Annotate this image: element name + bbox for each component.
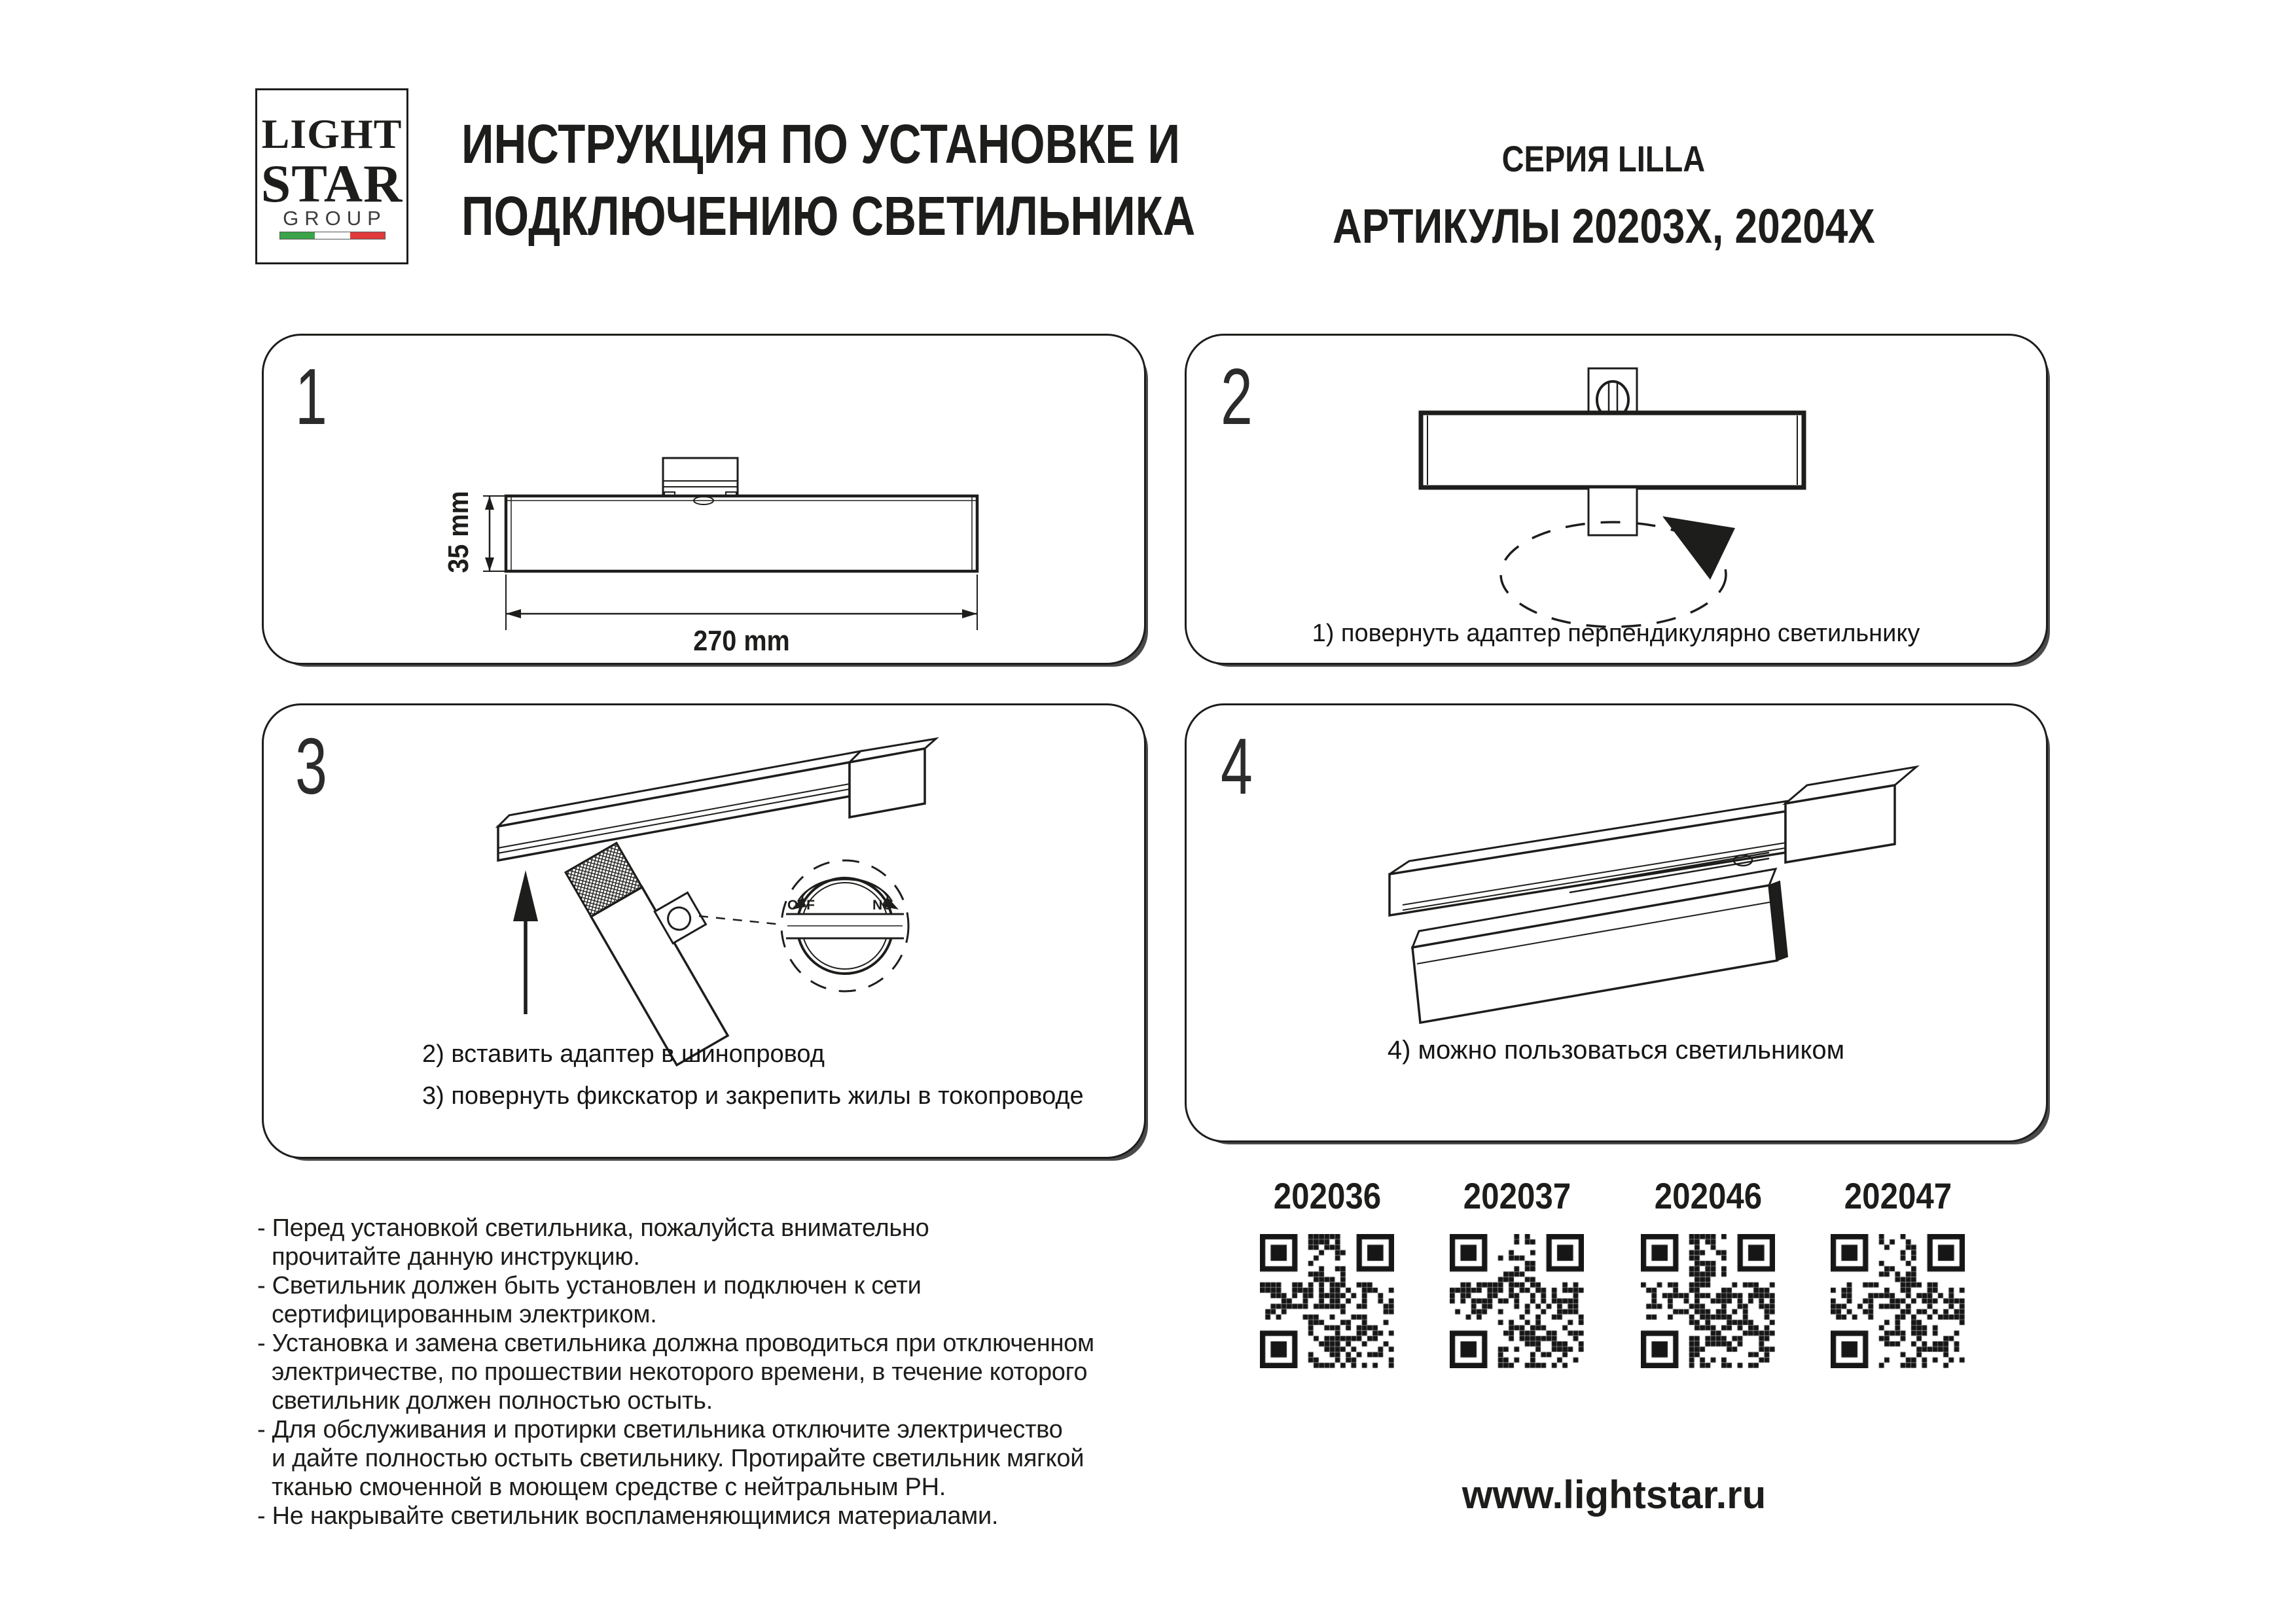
logo-light-text: LIGHT bbox=[261, 111, 403, 157]
qr-label-202047: 202047 bbox=[1844, 1175, 1952, 1216]
italian-flag-stripe bbox=[279, 232, 386, 239]
qr-code bbox=[1641, 1234, 1775, 1368]
note-line: электричестве, по прошествии некоторого времени, в течение которого bbox=[272, 1358, 1088, 1386]
qr-label-202046: 202046 bbox=[1654, 1175, 1763, 1216]
logo-star-text: STAR bbox=[260, 154, 403, 213]
page-title-line2: ПОДКЛЮЧЕНИЮ СВЕТИЛЬНИКА bbox=[461, 185, 1196, 247]
page-title-line1: ИНСТРУКЦИЯ ПО УСТАНОВКЕ И bbox=[461, 113, 1181, 175]
series-label: СЕРИЯ LILLA bbox=[1501, 138, 1706, 179]
lightstar-logo bbox=[255, 88, 408, 264]
logo-group-text: GROUP bbox=[283, 207, 387, 230]
note-line: тканью смоченной в моющем средстве с нейтральным PH. bbox=[272, 1474, 946, 1501]
note-line: - Для обслуживания и протирки светильника отключите электричество bbox=[257, 1416, 1063, 1443]
step-4-panel bbox=[1185, 703, 2048, 1142]
step-2-caption: 1) повернуть адаптер перпендикулярно светильнику bbox=[1312, 620, 1920, 647]
detail-on-label: NO bbox=[872, 898, 893, 913]
note-line: - Не накрывайте светильник воспламеняющимися материалами. bbox=[257, 1502, 999, 1530]
website-url: www.lightstar.ru bbox=[1462, 1473, 1767, 1517]
step-1-number: 1 bbox=[295, 352, 327, 441]
note-line: сертифицированным электриком. bbox=[272, 1301, 657, 1328]
step-3-number: 3 bbox=[295, 722, 327, 811]
step-3-panel bbox=[262, 703, 1146, 1159]
qr-code bbox=[1831, 1234, 1965, 1368]
adapter-rotation-drawing bbox=[1187, 336, 2046, 663]
qr-code bbox=[1260, 1234, 1394, 1368]
articles-label: АРТИКУЛЫ 20203X, 20204X bbox=[1332, 199, 1875, 253]
step-4-number: 4 bbox=[1221, 722, 1253, 811]
note-line: и дайте полностью остыть светильнику. Протирайте светильник мягкой bbox=[272, 1445, 1085, 1472]
step-1-panel bbox=[262, 334, 1146, 665]
qr-label-202036: 202036 bbox=[1273, 1175, 1382, 1216]
qr-code bbox=[1450, 1234, 1584, 1368]
note-line: светильник должен полностью остыть. bbox=[272, 1387, 713, 1415]
step-2-panel bbox=[1185, 334, 2048, 665]
step-3-caption-1: 2) вставить адаптер в шинопровод bbox=[422, 1040, 825, 1068]
mounted-fixture-drawing bbox=[1187, 705, 2046, 1140]
step-4-caption: 4) можно пользоваться светильником bbox=[1387, 1036, 1845, 1065]
height-dimension-label: 35 mm bbox=[442, 491, 475, 573]
note-line: - Перед установкой светильника, пожалуйста внимательно bbox=[257, 1214, 929, 1242]
note-line: - Установка и замена светильника должна проводиться при отключенном bbox=[257, 1330, 1094, 1357]
width-dimension-label: 270 mm bbox=[693, 625, 790, 657]
fixture-dimensions-drawing bbox=[264, 336, 1144, 663]
detail-off-label: OFF bbox=[787, 898, 815, 913]
step-2-number: 2 bbox=[1221, 352, 1253, 441]
note-line: - Светильник должен быть установлен и подключен к сети bbox=[257, 1272, 922, 1299]
note-line: прочитайте данную инструкцию. bbox=[272, 1243, 640, 1271]
qr-label-202037: 202037 bbox=[1463, 1175, 1571, 1216]
step-3-caption-2: 3) повернуть фикскатор и закрепить жилы в токопроводе bbox=[422, 1082, 1084, 1110]
